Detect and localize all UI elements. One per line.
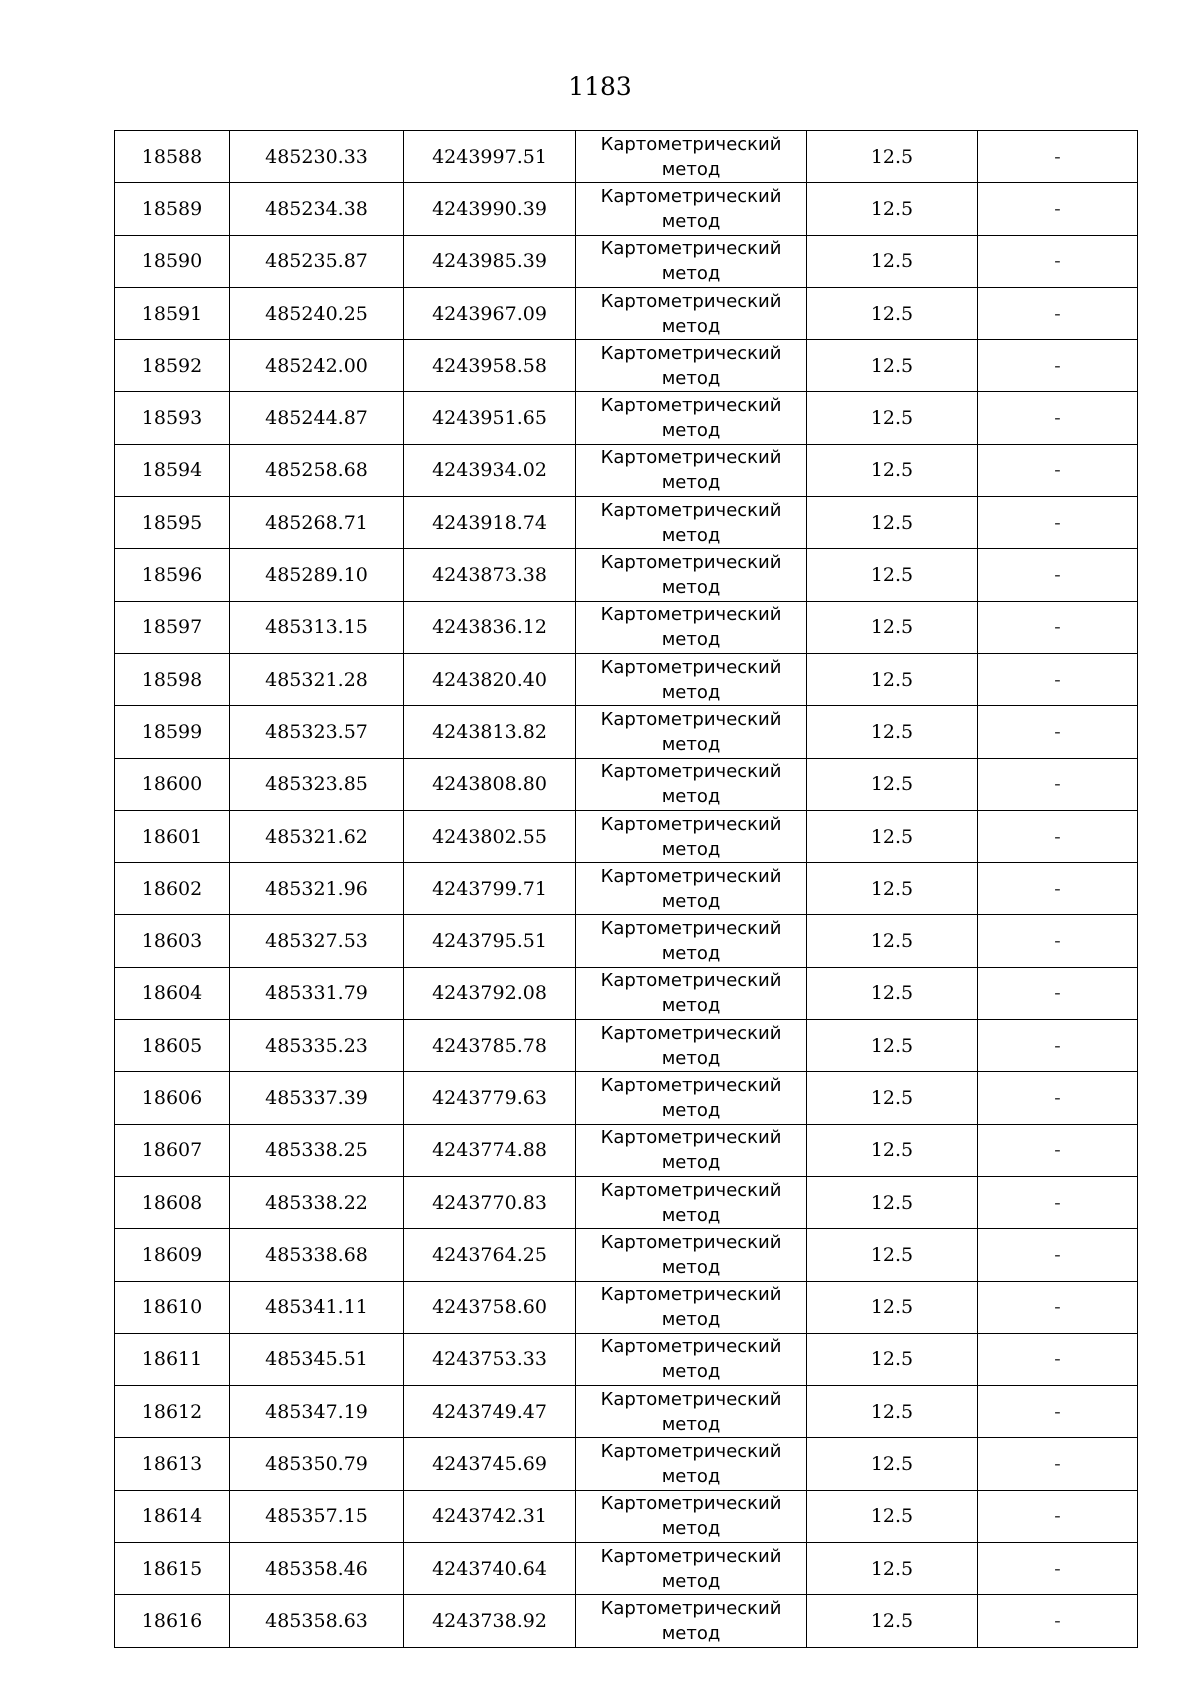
- table-row: [115, 549, 1138, 601]
- method-cell: [576, 1176, 807, 1228]
- accuracy-cell: 12.5: [807, 653, 978, 705]
- point-number-cell: 18593: [115, 392, 230, 444]
- note-cell: -: [978, 1595, 1138, 1647]
- method-line-1: Картометрический: [600, 238, 782, 260]
- accuracy-cell: 12.5: [807, 497, 978, 549]
- method-line-1: Картометрический: [600, 813, 782, 835]
- accuracy-cell: 12.5: [807, 183, 978, 235]
- table-row: [115, 1386, 1138, 1438]
- table-row: [115, 1543, 1138, 1595]
- point-number-cell: 18588: [115, 131, 230, 183]
- table-row: [115, 235, 1138, 287]
- x-coordinate-cell: 485242.00: [230, 340, 404, 392]
- method-line-2: метод: [661, 263, 721, 285]
- note-cell: -: [978, 967, 1138, 1019]
- method-cell: [576, 131, 807, 183]
- y-coordinate-cell: 4243934.02: [404, 444, 576, 496]
- point-number-cell: 18596: [115, 549, 230, 601]
- y-coordinate-cell: 4243742.31: [404, 1490, 576, 1542]
- method-cell: [576, 863, 807, 915]
- method-cell: [576, 915, 807, 967]
- table-row: [115, 601, 1138, 653]
- method-line-2: метод: [661, 1256, 721, 1278]
- y-coordinate-cell: 4243785.78: [404, 1020, 576, 1072]
- accuracy-cell: 12.5: [807, 1124, 978, 1176]
- method-cell: [576, 1072, 807, 1124]
- accuracy-cell: 12.5: [807, 340, 978, 392]
- x-coordinate-cell: 485337.39: [230, 1072, 404, 1124]
- y-coordinate-cell: 4243958.58: [404, 340, 576, 392]
- note-cell: -: [978, 1543, 1138, 1595]
- method-line-2: метод: [661, 577, 721, 599]
- method-cell: [576, 706, 807, 758]
- x-coordinate-cell: 485244.87: [230, 392, 404, 444]
- point-number-cell: 18605: [115, 1020, 230, 1072]
- x-coordinate-cell: 485341.11: [230, 1281, 404, 1333]
- method-line-2: метод: [661, 1204, 721, 1226]
- note-cell: -: [978, 444, 1138, 496]
- accuracy-cell: 12.5: [807, 235, 978, 287]
- y-coordinate-cell: 4243813.82: [404, 706, 576, 758]
- method-line-2: метод: [661, 838, 721, 860]
- point-number-cell: 18594: [115, 444, 230, 496]
- table-row: [115, 1124, 1138, 1176]
- note-cell: -: [978, 758, 1138, 810]
- accuracy-cell: 12.5: [807, 758, 978, 810]
- table-row: [115, 653, 1138, 705]
- method-line-2: метод: [661, 1413, 721, 1435]
- y-coordinate-cell: 4243873.38: [404, 549, 576, 601]
- method-line-1: Картометрический: [600, 1597, 782, 1619]
- x-coordinate-cell: 485323.85: [230, 758, 404, 810]
- method-line-1: Картометрический: [600, 656, 782, 678]
- accuracy-cell: 12.5: [807, 1229, 978, 1281]
- method-line-1: Картометрический: [600, 1127, 782, 1149]
- note-cell: -: [978, 183, 1138, 235]
- method-line-1: Картометрический: [600, 1493, 782, 1515]
- y-coordinate-cell: 4243997.51: [404, 131, 576, 183]
- x-coordinate-cell: 485321.62: [230, 810, 404, 862]
- table-row: [115, 915, 1138, 967]
- point-number-cell: 18606: [115, 1072, 230, 1124]
- method-line-1: Картометрический: [600, 1388, 782, 1410]
- method-line-2: метод: [661, 629, 721, 651]
- y-coordinate-cell: 4243758.60: [404, 1281, 576, 1333]
- accuracy-cell: 12.5: [807, 601, 978, 653]
- y-coordinate-cell: 4243808.80: [404, 758, 576, 810]
- method-line-2: метод: [661, 315, 721, 337]
- y-coordinate-cell: 4243967.09: [404, 287, 576, 339]
- point-number-cell: 18600: [115, 758, 230, 810]
- note-cell: -: [978, 287, 1138, 339]
- accuracy-cell: 12.5: [807, 863, 978, 915]
- accuracy-cell: 12.5: [807, 131, 978, 183]
- method-line-1: Картометрический: [600, 447, 782, 469]
- y-coordinate-cell: 4243764.25: [404, 1229, 576, 1281]
- method-cell: [576, 497, 807, 549]
- note-cell: -: [978, 1438, 1138, 1490]
- x-coordinate-cell: 485358.46: [230, 1543, 404, 1595]
- accuracy-cell: 12.5: [807, 1176, 978, 1228]
- x-coordinate-cell: 485235.87: [230, 235, 404, 287]
- table-row: [115, 863, 1138, 915]
- table-row: [115, 1281, 1138, 1333]
- table-row: [115, 1072, 1138, 1124]
- method-cell: [576, 1229, 807, 1281]
- y-coordinate-cell: 4243753.33: [404, 1333, 576, 1385]
- accuracy-cell: 12.5: [807, 1072, 978, 1124]
- accuracy-cell: 12.5: [807, 915, 978, 967]
- y-coordinate-cell: 4243745.69: [404, 1438, 576, 1490]
- method-line-1: Картометрический: [600, 1336, 782, 1358]
- method-line-2: метод: [661, 420, 721, 442]
- table-row: [115, 758, 1138, 810]
- x-coordinate-cell: 485321.96: [230, 863, 404, 915]
- x-coordinate-cell: 485350.79: [230, 1438, 404, 1490]
- point-number-cell: 18589: [115, 183, 230, 235]
- method-line-1: Картометрический: [600, 185, 782, 207]
- x-coordinate-cell: 485338.22: [230, 1176, 404, 1228]
- point-number-cell: 18614: [115, 1490, 230, 1542]
- x-coordinate-cell: 485240.25: [230, 287, 404, 339]
- method-line-2: метод: [661, 1309, 721, 1331]
- note-cell: -: [978, 549, 1138, 601]
- table-row: [115, 183, 1138, 235]
- method-line-1: Картометрический: [600, 604, 782, 626]
- x-coordinate-cell: 485321.28: [230, 653, 404, 705]
- point-number-cell: 18595: [115, 497, 230, 549]
- y-coordinate-cell: 4243990.39: [404, 183, 576, 235]
- table-row: [115, 131, 1138, 183]
- x-coordinate-cell: 485289.10: [230, 549, 404, 601]
- point-number-cell: 18592: [115, 340, 230, 392]
- y-coordinate-cell: 4243792.08: [404, 967, 576, 1019]
- accuracy-cell: 12.5: [807, 1281, 978, 1333]
- note-cell: -: [978, 810, 1138, 862]
- method-line-2: метод: [661, 1047, 721, 1069]
- note-cell: -: [978, 1124, 1138, 1176]
- x-coordinate-cell: 485230.33: [230, 131, 404, 183]
- method-line-1: Картометрический: [600, 499, 782, 521]
- y-coordinate-cell: 4243985.39: [404, 235, 576, 287]
- accuracy-cell: 12.5: [807, 1386, 978, 1438]
- table-row: [115, 1438, 1138, 1490]
- method-line-1: Картометрический: [600, 1231, 782, 1253]
- note-cell: -: [978, 497, 1138, 549]
- method-line-2: метод: [661, 524, 721, 546]
- point-number-cell: 18612: [115, 1386, 230, 1438]
- method-cell: [576, 810, 807, 862]
- point-number-cell: 18602: [115, 863, 230, 915]
- accuracy-cell: 12.5: [807, 444, 978, 496]
- method-line-1: Картометрический: [600, 342, 782, 364]
- method-cell: [576, 444, 807, 496]
- y-coordinate-cell: 4243749.47: [404, 1386, 576, 1438]
- y-coordinate-cell: 4243738.92: [404, 1595, 576, 1647]
- y-coordinate-cell: 4243799.71: [404, 863, 576, 915]
- y-coordinate-cell: 4243740.64: [404, 1543, 576, 1595]
- method-line-1: Картометрический: [600, 708, 782, 730]
- method-cell: [576, 1386, 807, 1438]
- note-cell: -: [978, 863, 1138, 915]
- x-coordinate-cell: 485313.15: [230, 601, 404, 653]
- table-row: [115, 1595, 1138, 1647]
- method-cell: [576, 549, 807, 601]
- point-number-cell: 18616: [115, 1595, 230, 1647]
- method-line-1: Картометрический: [600, 1022, 782, 1044]
- x-coordinate-cell: 485345.51: [230, 1333, 404, 1385]
- point-number-cell: 18604: [115, 967, 230, 1019]
- method-line-1: Картометрический: [600, 552, 782, 574]
- page-number: 1183: [568, 72, 632, 101]
- method-cell: [576, 183, 807, 235]
- y-coordinate-cell: 4243918.74: [404, 497, 576, 549]
- y-coordinate-cell: 4243820.40: [404, 653, 576, 705]
- y-coordinate-cell: 4243951.65: [404, 392, 576, 444]
- table-body: [115, 131, 1138, 1648]
- method-line-2: метод: [661, 158, 721, 180]
- coordinates-table: [114, 130, 1138, 1648]
- note-cell: -: [978, 235, 1138, 287]
- method-cell: [576, 392, 807, 444]
- note-cell: -: [978, 601, 1138, 653]
- point-number-cell: 18615: [115, 1543, 230, 1595]
- note-cell: -: [978, 1281, 1138, 1333]
- accuracy-cell: 12.5: [807, 392, 978, 444]
- method-line-2: метод: [661, 1361, 721, 1383]
- point-number-cell: 18601: [115, 810, 230, 862]
- method-cell: [576, 601, 807, 653]
- method-line-2: метод: [661, 1099, 721, 1121]
- y-coordinate-cell: 4243774.88: [404, 1124, 576, 1176]
- method-line-2: метод: [661, 786, 721, 808]
- method-cell: [576, 1490, 807, 1542]
- method-line-1: Картометрический: [600, 1179, 782, 1201]
- method-cell: [576, 1020, 807, 1072]
- method-line-1: Картометрический: [600, 1545, 782, 1567]
- method-cell: [576, 967, 807, 1019]
- table-row: [115, 1176, 1138, 1228]
- method-line-1: Картометрический: [600, 290, 782, 312]
- note-cell: -: [978, 1490, 1138, 1542]
- table-row: [115, 392, 1138, 444]
- method-line-1: Картометрический: [600, 1074, 782, 1096]
- note-cell: -: [978, 915, 1138, 967]
- table-row: [115, 1333, 1138, 1385]
- point-number-cell: 18611: [115, 1333, 230, 1385]
- method-line-1: Картометрический: [600, 761, 782, 783]
- table-row: [115, 497, 1138, 549]
- accuracy-cell: 12.5: [807, 1438, 978, 1490]
- method-line-2: метод: [661, 1570, 721, 1592]
- table-row: [115, 706, 1138, 758]
- accuracy-cell: 12.5: [807, 1020, 978, 1072]
- method-cell: [576, 1438, 807, 1490]
- note-cell: -: [978, 340, 1138, 392]
- x-coordinate-cell: 485258.68: [230, 444, 404, 496]
- method-line-1: Картометрический: [600, 1284, 782, 1306]
- method-cell: [576, 1595, 807, 1647]
- accuracy-cell: 12.5: [807, 1543, 978, 1595]
- method-cell: [576, 758, 807, 810]
- method-line-2: метод: [661, 1518, 721, 1540]
- point-number-cell: 18608: [115, 1176, 230, 1228]
- point-number-cell: 18597: [115, 601, 230, 653]
- method-line-1: Картометрический: [600, 395, 782, 417]
- method-cell: [576, 1543, 807, 1595]
- x-coordinate-cell: 485357.15: [230, 1490, 404, 1542]
- accuracy-cell: 12.5: [807, 287, 978, 339]
- accuracy-cell: 12.5: [807, 706, 978, 758]
- x-coordinate-cell: 485268.71: [230, 497, 404, 549]
- method-line-2: метод: [661, 1622, 721, 1644]
- point-number-cell: 18603: [115, 915, 230, 967]
- method-cell: [576, 653, 807, 705]
- method-line-2: метод: [661, 995, 721, 1017]
- accuracy-cell: 12.5: [807, 967, 978, 1019]
- table-row: [115, 1229, 1138, 1281]
- method-line-2: метод: [661, 367, 721, 389]
- accuracy-cell: 12.5: [807, 549, 978, 601]
- method-line-2: метод: [661, 890, 721, 912]
- note-cell: -: [978, 1176, 1138, 1228]
- table-row: [115, 1020, 1138, 1072]
- method-cell: [576, 1281, 807, 1333]
- point-number-cell: 18609: [115, 1229, 230, 1281]
- y-coordinate-cell: 4243795.51: [404, 915, 576, 967]
- note-cell: -: [978, 392, 1138, 444]
- method-cell: [576, 1333, 807, 1385]
- y-coordinate-cell: 4243779.63: [404, 1072, 576, 1124]
- y-coordinate-cell: 4243836.12: [404, 601, 576, 653]
- accuracy-cell: 12.5: [807, 1490, 978, 1542]
- point-number-cell: 18610: [115, 1281, 230, 1333]
- accuracy-cell: 12.5: [807, 810, 978, 862]
- method-cell: [576, 1124, 807, 1176]
- method-line-1: Картометрический: [600, 133, 782, 155]
- point-number-cell: 18591: [115, 287, 230, 339]
- note-cell: -: [978, 1020, 1138, 1072]
- note-cell: -: [978, 1333, 1138, 1385]
- table-row: [115, 287, 1138, 339]
- method-line-2: метод: [661, 943, 721, 965]
- x-coordinate-cell: 485234.38: [230, 183, 404, 235]
- table-row: [115, 340, 1138, 392]
- note-cell: -: [978, 706, 1138, 758]
- method-line-2: метод: [661, 210, 721, 232]
- x-coordinate-cell: 485338.25: [230, 1124, 404, 1176]
- note-cell: -: [978, 1229, 1138, 1281]
- method-line-1: Картометрический: [600, 1441, 782, 1463]
- note-cell: -: [978, 1072, 1138, 1124]
- method-line-2: метод: [661, 472, 721, 494]
- x-coordinate-cell: 485335.23: [230, 1020, 404, 1072]
- y-coordinate-cell: 4243770.83: [404, 1176, 576, 1228]
- x-coordinate-cell: 485327.53: [230, 915, 404, 967]
- method-line-2: метод: [661, 1466, 721, 1488]
- point-number-cell: 18613: [115, 1438, 230, 1490]
- x-coordinate-cell: 485323.57: [230, 706, 404, 758]
- method-cell: [576, 235, 807, 287]
- method-line-2: метод: [661, 733, 721, 755]
- point-number-cell: 18598: [115, 653, 230, 705]
- method-line-2: метод: [661, 1152, 721, 1174]
- method-line-1: Картометрический: [600, 970, 782, 992]
- method-line-1: Картометрический: [600, 865, 782, 887]
- x-coordinate-cell: 485347.19: [230, 1386, 404, 1438]
- note-cell: -: [978, 653, 1138, 705]
- x-coordinate-cell: 485358.63: [230, 1595, 404, 1647]
- accuracy-cell: 12.5: [807, 1595, 978, 1647]
- table-row: [115, 810, 1138, 862]
- accuracy-cell: 12.5: [807, 1333, 978, 1385]
- point-number-cell: 18590: [115, 235, 230, 287]
- point-number-cell: 18599: [115, 706, 230, 758]
- table-row: [115, 1490, 1138, 1542]
- method-cell: [576, 287, 807, 339]
- method-line-1: Картометрический: [600, 918, 782, 940]
- note-cell: -: [978, 1386, 1138, 1438]
- method-cell: [576, 340, 807, 392]
- x-coordinate-cell: 485338.68: [230, 1229, 404, 1281]
- table-row: [115, 967, 1138, 1019]
- table-row: [115, 444, 1138, 496]
- x-coordinate-cell: 485331.79: [230, 967, 404, 1019]
- note-cell: -: [978, 131, 1138, 183]
- point-number-cell: 18607: [115, 1124, 230, 1176]
- y-coordinate-cell: 4243802.55: [404, 810, 576, 862]
- method-line-2: метод: [661, 681, 721, 703]
